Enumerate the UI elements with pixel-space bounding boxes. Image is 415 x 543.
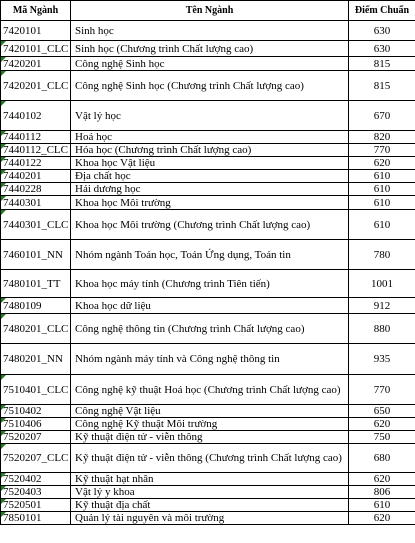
table-row: [1, 270, 415, 298]
table-row: [1, 405, 415, 418]
error-indicator-icon: [1, 405, 6, 410]
error-indicator-icon: [1, 444, 6, 449]
table-row: [1, 375, 415, 405]
cell-code-text: 7850101: [3, 512, 42, 524]
error-indicator-icon: [1, 210, 6, 215]
cell-code-text: 7420101: [3, 24, 42, 37]
table-row: [1, 71, 415, 101]
cell-code[interactable]: [1, 101, 71, 131]
table-row: [1, 486, 415, 499]
cell-name[interactable]: Công nghệ Sinh học (Chương trình Chất lượng cao): [71, 71, 349, 101]
table-row: [1, 499, 415, 512]
cell-name[interactable]: Sinh học (Chương trình Chất lượng cao): [71, 41, 349, 57]
table-row: [1, 418, 415, 431]
header-score[interactable]: Điểm Chuẩn: [349, 1, 415, 21]
cell-name[interactable]: Vật lý học: [71, 101, 349, 131]
cell-code[interactable]: [1, 486, 71, 499]
error-indicator-icon: [1, 157, 6, 162]
table-row: [1, 314, 415, 344]
cell-name[interactable]: Khoa học Vật liệu: [71, 157, 349, 170]
cell-code[interactable]: [1, 170, 71, 183]
cell-code-text: 7420201: [3, 57, 42, 70]
error-indicator-icon: [1, 170, 6, 175]
cell-score[interactable]: 630: [349, 21, 415, 41]
cell-name[interactable]: Công nghệ kỹ thuật Hoá học (Chương trình Chất lượng cao): [71, 375, 349, 405]
error-indicator-icon: [1, 41, 6, 46]
cell-code[interactable]: [1, 144, 71, 157]
cell-name[interactable]: Công nghệ Vật liệu: [71, 405, 349, 418]
cell-score[interactable]: 935: [349, 344, 415, 375]
cell-code[interactable]: [1, 298, 71, 314]
cell-code-text: 7440112: [3, 131, 42, 143]
cell-score[interactable]: 670: [349, 101, 415, 131]
header-code[interactable]: Mã Ngành: [1, 1, 71, 21]
cell-score[interactable]: 620: [349, 157, 415, 170]
cell-score[interactable]: 770: [349, 375, 415, 405]
table-row: [1, 210, 415, 240]
cell-name[interactable]: Khoa học máy tính (Chương trình Tiên tiến): [71, 270, 349, 298]
error-indicator-icon: [1, 131, 6, 136]
cell-score[interactable]: 610: [349, 196, 415, 210]
cell-score[interactable]: 1001: [349, 270, 415, 298]
cell-name[interactable]: Công nghệ thông tin (Chương trình Chất lượng cao): [71, 314, 349, 344]
cell-name[interactable]: Công nghệ Sinh học: [71, 57, 349, 71]
cell-score[interactable]: 815: [349, 71, 415, 101]
cell-score[interactable]: 630: [349, 41, 415, 57]
cell-name[interactable]: Nhóm ngành máy tính và Công nghệ thông tin: [71, 344, 349, 375]
cell-score[interactable]: 620: [349, 512, 415, 525]
table-row: [1, 298, 415, 314]
cell-code-text: 7510402: [3, 405, 42, 417]
table-row: [1, 131, 415, 144]
cell-score[interactable]: 610: [349, 210, 415, 240]
cell-code[interactable]: [1, 512, 71, 525]
table-row: [1, 101, 415, 131]
table-row: [1, 157, 415, 170]
error-indicator-icon: [1, 375, 6, 380]
cell-code[interactable]: [1, 418, 71, 431]
cell-code[interactable]: [1, 270, 71, 298]
table-row: [1, 512, 415, 525]
table-row: [1, 444, 415, 473]
cell-code[interactable]: [1, 444, 71, 473]
error-indicator-icon: [1, 71, 6, 76]
error-indicator-icon: [1, 418, 6, 423]
cell-score[interactable]: 806: [349, 486, 415, 499]
cell-code-text: 7510406: [3, 418, 42, 430]
cell-code-text: 7440301_CLC: [3, 218, 69, 231]
table-row: [1, 57, 415, 71]
cell-name[interactable]: Sinh học: [71, 21, 349, 41]
cell-code-text: 7520207: [3, 431, 42, 443]
cell-code[interactable]: [1, 131, 71, 144]
cell-score[interactable]: 820: [349, 131, 415, 144]
cell-code[interactable]: [1, 21, 71, 41]
cell-code-text: 7520501: [3, 499, 42, 511]
table-row: [1, 144, 415, 157]
cell-name[interactable]: Kỹ thuật điện tử - viễn thông (Chương trình Chất lượng cao): [71, 444, 349, 473]
cell-score[interactable]: 880: [349, 314, 415, 344]
cell-code[interactable]: [1, 157, 71, 170]
cell-code[interactable]: [1, 344, 71, 375]
cell-code[interactable]: [1, 473, 71, 486]
cell-score[interactable]: 680: [349, 444, 415, 473]
cell-score[interactable]: 815: [349, 57, 415, 71]
cell-code[interactable]: [1, 375, 71, 405]
error-indicator-icon: [1, 499, 6, 504]
cell-code-text: 7510401_CLC: [3, 383, 69, 396]
cell-name[interactable]: Kỹ thuật hạt nhân: [71, 473, 349, 486]
table-row: [1, 431, 415, 444]
table-row: [1, 21, 415, 41]
cell-code[interactable]: [1, 240, 71, 270]
cell-name[interactable]: Vật lý y khoa: [71, 486, 349, 499]
cell-name[interactable]: Nhóm ngành Toán học, Toán Ứng dụng, Toán tin: [71, 240, 349, 270]
cell-name[interactable]: Khoa học dữ liệu: [71, 298, 349, 314]
cell-score[interactable]: 912: [349, 298, 415, 314]
cell-code-text: 7480101_TT: [3, 277, 61, 290]
table-row: [1, 170, 415, 183]
cell-code-text: 7420101_CLC: [3, 42, 69, 55]
table-row: [1, 183, 415, 196]
error-indicator-icon: [1, 144, 6, 149]
cell-code-text: 7440102: [3, 109, 42, 122]
table-row: [1, 196, 415, 210]
cell-code[interactable]: [1, 314, 71, 344]
cell-code-text: 7480201_CLC: [3, 322, 69, 335]
error-indicator-icon: [1, 314, 6, 319]
cell-code[interactable]: [1, 57, 71, 71]
cell-code[interactable]: [1, 71, 71, 101]
header-name[interactable]: Tên Ngành: [71, 1, 349, 21]
cell-score[interactable]: 780: [349, 240, 415, 270]
table-row: [1, 473, 415, 486]
error-indicator-icon: [1, 431, 6, 436]
error-indicator-icon: [1, 101, 6, 106]
error-indicator-icon: [1, 486, 6, 491]
table-row: [1, 240, 415, 270]
table-body: [1, 21, 415, 525]
error-indicator-icon: [1, 196, 6, 201]
cell-name[interactable]: Khoa học Môi trường: [71, 196, 349, 210]
cell-name[interactable]: Địa chất học: [71, 170, 349, 183]
cell-code-text: 7520402: [3, 473, 42, 485]
cell-score[interactable]: 610: [349, 170, 415, 183]
cell-score[interactable]: 770: [349, 144, 415, 157]
cell-code-text: 7460101_NN: [3, 248, 63, 261]
cell-score[interactable]: 610: [349, 183, 415, 196]
cell-name[interactable]: Hoá học: [71, 131, 349, 144]
table-row: [1, 344, 415, 375]
cell-code[interactable]: [1, 405, 71, 418]
cell-score[interactable]: 650: [349, 405, 415, 418]
cell-score[interactable]: 620: [349, 418, 415, 431]
error-indicator-icon: [1, 473, 6, 478]
cell-code-text: 7440228: [3, 183, 42, 195]
cell-code-text: 7420201_CLC: [3, 79, 69, 92]
cell-name[interactable]: Quản lý tài nguyên và môi trường: [71, 512, 349, 525]
cell-name[interactable]: Hải dương học: [71, 183, 349, 196]
cell-code-text: 7480201_NN: [3, 353, 63, 365]
cell-name[interactable]: Kỹ thuật điện tử - viễn thông: [71, 431, 349, 444]
cell-code-text: 7440122: [3, 157, 42, 169]
cell-name[interactable]: Kỹ thuật địa chất: [71, 499, 349, 512]
cell-code[interactable]: [1, 41, 71, 57]
cell-score[interactable]: 750: [349, 431, 415, 444]
cell-code[interactable]: [1, 431, 71, 444]
cell-code-text: 7440201: [3, 170, 42, 182]
header-row: [1, 1, 415, 21]
cell-code[interactable]: [1, 183, 71, 196]
cell-code-text: 7440112_CLC: [3, 144, 68, 156]
cell-score[interactable]: 620: [349, 473, 415, 486]
cell-name[interactable]: Khoa học Môi trường (Chương trình Chất lượng cao): [71, 210, 349, 240]
table-row: [1, 41, 415, 57]
cell-code[interactable]: [1, 196, 71, 210]
cell-name[interactable]: Hóa học (Chương trình Chất lượng cao): [71, 144, 349, 157]
cell-code[interactable]: [1, 499, 71, 512]
cell-name[interactable]: Công nghệ Kỹ thuật Môi trường: [71, 418, 349, 431]
error-indicator-icon: [1, 512, 6, 517]
error-indicator-icon: [1, 298, 6, 303]
cell-code-text: 7480109: [3, 299, 42, 312]
error-indicator-icon: [1, 183, 6, 188]
cell-code-text: 7520207_CLC: [3, 452, 69, 464]
error-indicator-icon: [1, 57, 6, 62]
cell-code-text: 7520403: [3, 486, 42, 498]
cell-code[interactable]: [1, 210, 71, 240]
cell-code-text: 7440301: [3, 196, 42, 209]
cell-score[interactable]: 610: [349, 499, 415, 512]
